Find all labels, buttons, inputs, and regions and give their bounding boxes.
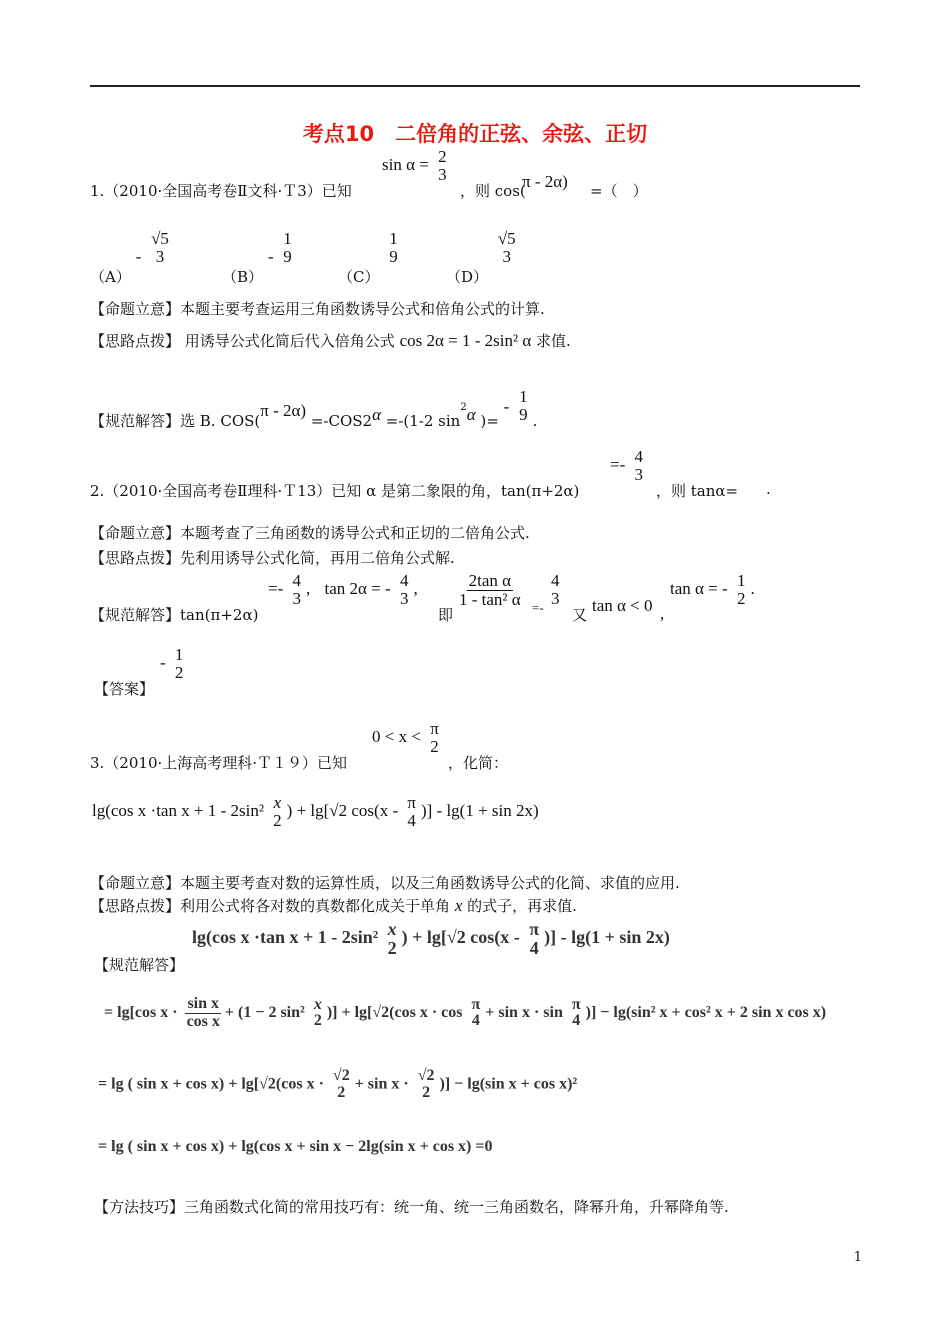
q3-expr-c: )] - lg(1 + sin 2x) (420, 800, 539, 820)
q1-hint (90, 330, 571, 351)
q3-intent (90, 872, 680, 893)
q1-given-num: 2 (438, 147, 447, 166)
q3-line3 (98, 1068, 577, 1102)
q1-option-d (446, 222, 521, 286)
q2-hint-text: 先利用诱导公式化简，再用二倍角公式解. (180, 549, 455, 567)
q3-cond-num: π (430, 719, 439, 738)
q2-f1-den: 3 (292, 588, 301, 608)
q1-solution-b: π - 2α) (260, 400, 307, 420)
q1-solution-d: α (372, 404, 381, 424)
q3-cond-den: 2 (430, 736, 439, 756)
q1-solution (90, 370, 538, 430)
q3-cond (372, 720, 444, 756)
q3-line1-f2-num: π (529, 919, 540, 939)
q2-ji: 即 (438, 606, 454, 624)
q2-intent-text: 本题考查了三角函数的诱导公式和正切的二倍角公式. (180, 524, 530, 542)
q3-line2-f4-num: π (571, 995, 581, 1013)
q2-f3 (457, 572, 523, 609)
q1-solution-e: =-(1-2 sin (381, 411, 461, 430)
q1-option-c (338, 222, 403, 286)
q3-line1 (192, 920, 670, 958)
q3-line3-f2 (416, 1068, 437, 1102)
q2-f1-num: 4 (292, 571, 301, 590)
q2-you: 又 (572, 606, 588, 624)
q2-answer-fraction (173, 646, 186, 682)
q3-line2-f3-num: π (471, 995, 481, 1013)
q2-f4-wrap (546, 572, 565, 608)
q3-line3-f1 (331, 1068, 352, 1102)
q1-text: 1.（2010·全国高考卷Ⅱ文科·Ｔ3）已知 (90, 182, 352, 200)
q2-solution-math (268, 572, 418, 608)
q3-line2-f3 (469, 997, 482, 1031)
q2-f2-den: 3 (399, 588, 409, 608)
q2-then: ，则 tanα= (656, 482, 739, 500)
q2-answer (160, 646, 188, 682)
q1-option-b (222, 222, 297, 286)
q3-hint-x: x (454, 896, 463, 915)
q2-given (610, 448, 648, 484)
q2-eq3: =- (532, 600, 544, 615)
q1-solution-num: 1 (519, 387, 528, 406)
q3-line1-c: )] - lg(1 + sin 2x) (544, 927, 670, 948)
q1-given-den: 3 (438, 164, 447, 184)
q3-line3-a: = lg ( sin x + cos x) + lg[√2(cos x · (98, 1075, 324, 1093)
q1-then-expr: π - 2α) (522, 172, 568, 191)
q3-line3-b: + sin x · (354, 1075, 409, 1093)
q1-option-a-label: （A） (90, 267, 131, 286)
q2-f4-num: 4 (551, 571, 560, 590)
q1-option-c-label: （C） (338, 267, 380, 286)
q3-expr-f1 (271, 794, 284, 830)
q3-line2-f4 (570, 997, 583, 1031)
q2-answer-den: 2 (174, 662, 184, 682)
q1-option-a-fraction (149, 230, 171, 266)
q3-line2-c: )] + lg[√2(cos x · cos (326, 1003, 463, 1021)
q1-option-a-den: 3 (155, 246, 165, 266)
q1-given-lhs: sin α = (382, 154, 429, 174)
q3-line2-b: + (1 − 2 sin² (224, 1003, 305, 1021)
q3-method-text: 三角函数式化简的常用技巧有：统一角、统一三角函数名，降幂升角，升幂降角等. (184, 1198, 729, 1216)
q1-option-b-fraction (281, 230, 294, 266)
q1-option-d-label: （D） (446, 267, 489, 286)
q3-stem: 3.（2010·上海高考理科·Ｔ１９）已知 (90, 754, 348, 772)
q2-num: 4 (634, 447, 643, 466)
q3-then: ，化简： (448, 754, 509, 772)
q3-line3-f1-den: 2 (337, 1083, 346, 1101)
q3-line2-f1-den: cos x (186, 1012, 220, 1030)
q3-line2-d: + sin x · sin (485, 1003, 563, 1021)
page-number: 1 (853, 1250, 862, 1265)
q3-method (94, 1196, 729, 1217)
q1-hint-end: 求值. (531, 332, 571, 350)
q3-line2-f2 (312, 997, 324, 1031)
q3-cond-fraction (428, 720, 441, 756)
q1-solution-sup: 2 (460, 401, 467, 413)
q2-intent-label: 【命题立意】 (90, 524, 181, 542)
q1-option-b-num: 1 (283, 229, 292, 248)
q3-hint (90, 895, 577, 916)
q1-option-d-num: √5 (497, 229, 516, 248)
q1-solution-f: α (466, 404, 476, 424)
q1-then (460, 180, 526, 201)
q2-f5 (735, 572, 748, 608)
q2-hint-label: 【思路点拨】 (90, 549, 181, 567)
q3-hint-end: 的式子，再求值. (467, 897, 577, 915)
q3-line3-c: )] − lg(sin x + cos x)² (439, 1075, 578, 1093)
q1-option-c-num: 1 (389, 229, 398, 248)
q3-line4: = lg ( sin x + cos x) + lg(cos x + sin x − 2lg(sin x + cos x) =0 (98, 1138, 493, 1155)
q2-den: 3 (634, 464, 643, 484)
q2-fraction (633, 448, 646, 484)
q3-line2-e: )] − lg(sin² x + cos² x + 2 sin x cos x) (585, 1003, 827, 1021)
q3-expression (92, 794, 539, 830)
q2-answer-sign: - (160, 652, 166, 672)
q1-hint-formula: cos 2α = 1 - 2sin² α (399, 331, 532, 350)
q2-eq: =- (610, 454, 626, 474)
q1-intent-label: 【命题立意】 (90, 300, 181, 318)
q1-option-c-fraction (387, 230, 400, 266)
q3-line2-f2-num: x (313, 995, 322, 1013)
q1-hint-text: 用诱导公式化简后代入倍角公式 (180, 332, 395, 350)
q3-hint-label: 【思路点拨】 (90, 897, 181, 915)
q2-f2 (398, 572, 411, 608)
q2-f4 (549, 572, 562, 608)
q3-line2-f4-den: 4 (572, 1012, 581, 1030)
q3-line2-f1 (185, 996, 222, 1031)
q1-solution-fraction (517, 388, 530, 424)
q2-tan2a: tan 2α = - (324, 578, 391, 598)
q1-option-c-den: 9 (389, 246, 398, 266)
q3-expr-den: 2 (273, 810, 282, 830)
q2-intent (90, 522, 530, 543)
q3-line2-a: = lg[cos x · (104, 1003, 178, 1021)
q3-expr-b: ) + lg[√2 cos(x - (286, 800, 399, 820)
q2-f2-num: 4 (399, 571, 409, 590)
q3-cond-lhs: 0 < x < (372, 726, 421, 746)
q2-f3-wrap (454, 572, 526, 609)
header-rule (90, 85, 860, 87)
q3-expr-den2: 4 (407, 810, 416, 830)
q2-stem: 2.（2010·全国高考卷Ⅱ理科·Ｔ13）已知 α 是第二象限的角，tan(π+2α) (90, 482, 580, 500)
q3-solution-label: 【规范解答】 (94, 956, 185, 974)
q1-option-a (90, 222, 174, 286)
q3-hint-text: 利用公式将各对数的真数都化成关于单角 (180, 897, 451, 915)
q1-solution-den: 9 (519, 404, 528, 424)
q1-then-eq: =（ ） (590, 182, 648, 200)
q2-f4-den: 3 (551, 588, 560, 608)
q3-expr-num: x (273, 793, 282, 812)
q2-comma3: , (660, 604, 665, 623)
q1-intent (90, 298, 545, 319)
q3-intent-text: 本题主要考查对数的运算性质，以及三角函数诱导公式的化简、求值的应用. (180, 874, 680, 892)
q1-option-a-sign: - (135, 246, 142, 266)
q3-line3-f2-den: 2 (422, 1083, 431, 1101)
q2-f3-den: 1 - tan² α (459, 589, 521, 609)
q2-f3-num: 2tan α (468, 571, 512, 590)
q1-then-text: ，则 cos( (460, 182, 526, 200)
q1-option-b-label: （B） (222, 267, 264, 286)
q2-f1 (291, 572, 304, 608)
q3-line2-f2-den: 2 (313, 1012, 322, 1030)
q3-line1-f1-num: x (387, 919, 397, 939)
q2-answer-num: 1 (174, 645, 184, 664)
q1-option-d-den: 3 (502, 246, 511, 266)
q1-solution-label: 【规范解答】 (90, 411, 181, 430)
q2-comma2: , (413, 578, 418, 598)
q2-solution-label: 【规范解答】 (90, 606, 181, 624)
q2-f5-den: 2 (736, 588, 746, 608)
q3-line2-f1-num: sin x (187, 995, 220, 1012)
q1-option-d-fraction (496, 230, 518, 266)
q2-solution-label-row (90, 604, 258, 625)
q1-stem (90, 180, 352, 201)
q2-hint (90, 547, 455, 568)
q3-method-label: 【方法技巧】 (94, 1198, 185, 1216)
q2-res-text: tan α = - (670, 578, 728, 598)
q3-expr-num2: π (407, 793, 416, 812)
q3-line1-f1-den: 2 (387, 937, 397, 958)
q1-option-a-num: √5 (151, 229, 169, 248)
q3-intent-label: 【命题立意】 (90, 874, 181, 892)
q3-line2-f3-den: 4 (471, 1012, 480, 1030)
q2-res (670, 572, 755, 608)
q2-cond: tan α < 0 (592, 596, 653, 615)
q3-line1-b: ) + lg[√2 cos(x - (401, 927, 520, 948)
q3-line3-f2-num: √2 (417, 1067, 435, 1084)
q3-expr-f2 (405, 794, 418, 830)
q1-hint-label: 【思路点拨】 (90, 332, 181, 350)
q1-option-b-den: 9 (283, 246, 292, 266)
q1-solution-sign: - (503, 396, 510, 416)
q2-end: . (766, 480, 771, 498)
q2-comma1: , (306, 578, 311, 598)
q1-solution-c: =-COS2 (306, 411, 373, 430)
q3-line1-f2-den: 4 (529, 937, 539, 958)
q2-period: . (750, 578, 755, 598)
q2-solution-a: tan(π+2α) (180, 606, 259, 624)
q1-option-b-sign: - (267, 246, 274, 266)
q3-line1-f1 (386, 920, 399, 958)
q3-line1-a: lg(cos x ·tan x + 1 - 2sin² (192, 927, 379, 948)
q1-solution-a: 选 B. COS( (180, 411, 261, 430)
q1-intent-text: 本题主要考查运用三角函数诱导公式和倍角公式的计算. (180, 300, 545, 318)
q2-solution-b: =- (268, 578, 284, 598)
q3-line2 (104, 996, 826, 1031)
q3-line1-f2 (527, 920, 541, 958)
q1-solution-period: . (532, 411, 538, 430)
q1-given-fraction (436, 148, 449, 184)
q3-expr-a: lg(cos x ·tan x + 1 - 2sin² (92, 800, 264, 820)
page-title: 考点10 二倍角的正弦、余弦、正切 (302, 122, 648, 146)
q2-f5-num: 1 (736, 571, 746, 590)
q3-line3-f1-num: √2 (332, 1067, 350, 1084)
q1-given (382, 148, 452, 184)
q1-solution-g: )= (475, 411, 499, 430)
q2-answer-label: 【答案】 (94, 680, 155, 698)
